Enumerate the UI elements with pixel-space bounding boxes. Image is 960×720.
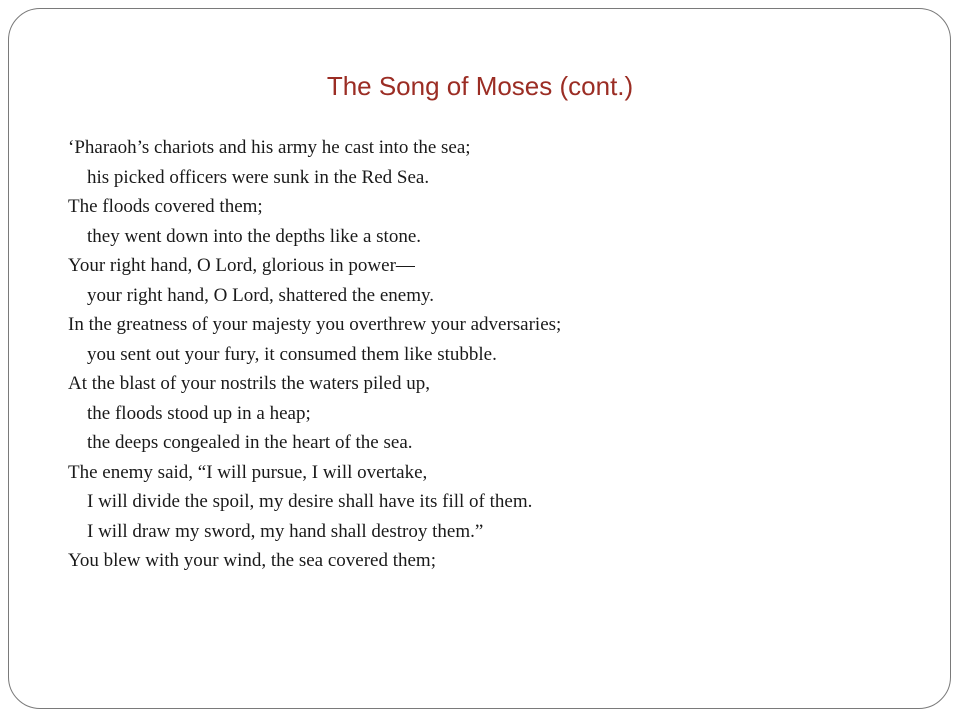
verse-line: the floods stood up in a heap; xyxy=(87,402,311,424)
verse-line: The floods covered them; xyxy=(68,196,263,217)
verse-line: the deeps congealed in the heart of the sea. xyxy=(87,432,413,453)
verse-line: I will draw my sword, my hand shall destroy them.” xyxy=(87,520,484,542)
verse-line: Your right hand, O Lord, glorious in power— xyxy=(68,255,415,276)
verse-line: I will divide the spoil, my desire shall have its fill of them. xyxy=(87,491,533,512)
verse-text xyxy=(68,133,928,576)
verse-line: At the blast of your nostrils the waters piled up, xyxy=(68,373,430,394)
verse-line: your right hand, O Lord, shattered the enemy. xyxy=(87,284,435,306)
verse-line: they went down into the depths like a stone. xyxy=(87,225,422,247)
slide-title: The Song of Moses (cont.) xyxy=(326,71,634,101)
verse-line: In the greatness of your majesty you overthrew your adversaries; xyxy=(68,314,562,335)
verse-line: you sent out your fury, it consumed them like stubble. xyxy=(87,343,497,365)
verse-line: his picked officers were sunk in the Red Sea. xyxy=(87,166,430,188)
verse-line: ‘Pharaoh’s chariots and his army he cast into the sea; xyxy=(68,137,471,158)
verse-line: You blew with your wind, the sea covered them; xyxy=(68,550,436,571)
verse-line: The enemy said, “I will pursue, I will overtake, xyxy=(68,461,428,483)
